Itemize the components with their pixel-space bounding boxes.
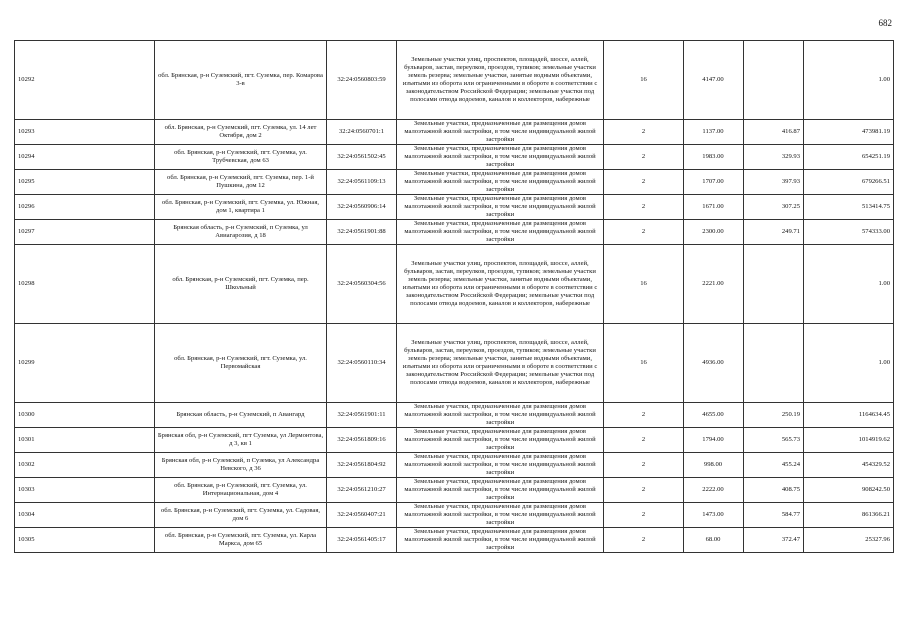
land-category: 16 bbox=[604, 245, 684, 324]
table-row bbox=[15, 245, 894, 324]
land-use-description: Земельные участки улиц, проспектов, площадей, шоссе, аллей, бульваров, застав, переулков, проездов, тупиков; земельные участки земель резерва; земельные участки, занятые водными объектами, изъятыми из оборота или ограниченными в обороте в соответствии с законодательством Российской Федерации; земельные участки под полосами отвода водоемов, каналов и коллекторов, набережные bbox=[397, 41, 604, 120]
land-category: 2 bbox=[604, 195, 684, 220]
cadastral-value: 513414.75 bbox=[804, 195, 894, 220]
land-use-description: Земельные участки, предназначенные для размещения домов малоэтажной жилой застройки, в том числе индивидуальной жилой застройки bbox=[397, 120, 604, 145]
area-value: 4147.00 bbox=[684, 41, 744, 120]
unit-price: 372.47 bbox=[744, 528, 804, 553]
land-category: 2 bbox=[604, 403, 684, 428]
record-number: 10295 bbox=[15, 170, 155, 195]
cadastral-number: 32:24:0560701:1 bbox=[327, 120, 397, 145]
land-use-description: Земельные участки, предназначенные для размещения домов малоэтажной жилой застройки, в том числе индивидуальной жилой застройки bbox=[397, 170, 604, 195]
area-value: 4936.00 bbox=[684, 324, 744, 403]
land-category: 2 bbox=[604, 145, 684, 170]
area-value: 1473.00 bbox=[684, 503, 744, 528]
unit-price: 250.19 bbox=[744, 403, 804, 428]
record-number: 10301 bbox=[15, 428, 155, 453]
record-number: 10296 bbox=[15, 195, 155, 220]
land-use-description: Земельные участки, предназначенные для размещения домов малоэтажной жилой застройки, в том числе индивидуальной жилой застройки bbox=[397, 428, 604, 453]
address-cell: обл. Брянская, р-н Суземский, пгт. Суземка, пер. Комарова 3-в bbox=[155, 41, 327, 120]
address-cell: обл. Брянская, р-н Суземский, пгт. Суземка, ул. Садовая, дом 6 bbox=[155, 503, 327, 528]
table-row bbox=[15, 324, 894, 403]
land-category: 16 bbox=[604, 324, 684, 403]
unit-price bbox=[744, 245, 804, 324]
record-number: 10302 bbox=[15, 453, 155, 478]
cadastral-number: 32:24:0561109:13 bbox=[327, 170, 397, 195]
area-value: 2222.00 bbox=[684, 478, 744, 503]
cadastral-number: 32:24:0561901:88 bbox=[327, 220, 397, 245]
table-row bbox=[15, 120, 894, 145]
cadastral-number: 32:24:0560803:59 bbox=[327, 41, 397, 120]
address-cell: Брянская область, р-н Суземский, п Авангард bbox=[155, 403, 327, 428]
address-cell: Брянская обл, р-н Суземский, пгт Суземка, ул Лермонтова, д 3, кв 1 bbox=[155, 428, 327, 453]
address-cell: обл. Брянская, р-н Суземский, пгт. Суземка, ул. Первомайская bbox=[155, 324, 327, 403]
land-use-description: Земельные участки, предназначенные для размещения домов малоэтажной жилой застройки, в том числе индивидуальной жилой застройки bbox=[397, 478, 604, 503]
cadastral-value: 908242.50 bbox=[804, 478, 894, 503]
land-category: 2 bbox=[604, 478, 684, 503]
record-number: 10299 bbox=[15, 324, 155, 403]
cadastral-number: 32:24:0560110:34 bbox=[327, 324, 397, 403]
record-number: 10298 bbox=[15, 245, 155, 324]
unit-price: 408.75 bbox=[744, 478, 804, 503]
land-use-description: Земельные участки, предназначенные для размещения домов малоэтажной жилой застройки, в том числе индивидуальной жилой застройки bbox=[397, 503, 604, 528]
cadastral-value: 1014919.62 bbox=[804, 428, 894, 453]
cadastral-value: 1.00 bbox=[804, 324, 894, 403]
cadastral-value: 1164634.45 bbox=[804, 403, 894, 428]
record-number: 10294 bbox=[15, 145, 155, 170]
area-value: 2221.00 bbox=[684, 245, 744, 324]
unit-price: 455.24 bbox=[744, 453, 804, 478]
record-number: 10304 bbox=[15, 503, 155, 528]
unit-price: 397.93 bbox=[744, 170, 804, 195]
address-cell: обл. Брянская, р-н Суземский, пгт. Суземка, ул. Трубчевская, дом 63 bbox=[155, 145, 327, 170]
record-number: 10293 bbox=[15, 120, 155, 145]
table-row bbox=[15, 170, 894, 195]
land-category: 2 bbox=[604, 220, 684, 245]
address-cell: обл. Брянская, р-н Суземский, пгт. Суземка, пер. Школьный bbox=[155, 245, 327, 324]
address-cell: обл. Брянская, р-н Суземский, пгт. Суземка, ул. Южная, дом 1, квартира 1 bbox=[155, 195, 327, 220]
cadastral-number: 32:24:0560304:56 bbox=[327, 245, 397, 324]
address-cell: обл. Брянская, р-н Суземский, пгт. Суземка, ул. Карла Маркса, дом 65 bbox=[155, 528, 327, 553]
address-cell: Брянская обл, р-н Суземский, п Суземка, ул Александра Невского, д 36 bbox=[155, 453, 327, 478]
land-use-description: Земельные участки улиц, проспектов, площадей, шоссе, аллей, бульваров, застав, переулков, проездов, тупиков; земельные участки земель резерва; земельные участки, занятые водными объектами, изъятыми из оборота или ограниченными в обороте в соответствии с законодательством Российской Федерации; земельные участки под полосами отвода водоемов, каналов и коллекторов, набережные bbox=[397, 245, 604, 324]
area-value: 1671.00 bbox=[684, 195, 744, 220]
unit-price bbox=[744, 41, 804, 120]
land-category: 2 bbox=[604, 453, 684, 478]
land-use-description: Земельные участки, предназначенные для размещения домов малоэтажной жилой застройки, в том числе индивидуальной жилой застройки bbox=[397, 145, 604, 170]
address-cell: обл. Брянская, р-н Суземский, пгт. Суземка, ул. Интернациональная, дом 4 bbox=[155, 478, 327, 503]
table-row bbox=[15, 403, 894, 428]
record-number: 10303 bbox=[15, 478, 155, 503]
cadastral-number: 32:24:0561809:16 bbox=[327, 428, 397, 453]
unit-price: 416.87 bbox=[744, 120, 804, 145]
unit-price: 584.77 bbox=[744, 503, 804, 528]
unit-price: 329.93 bbox=[744, 145, 804, 170]
land-use-description: Земельные участки, предназначенные для размещения домов малоэтажной жилой застройки, в том числе индивидуальной жилой застройки bbox=[397, 220, 604, 245]
page-number: 682 bbox=[878, 18, 892, 28]
address-cell: обл. Брянская, р-н Суземский, пгт. Суземка, ул. 14 лет Октября, дом 2 bbox=[155, 120, 327, 145]
table-body bbox=[15, 41, 894, 553]
table-row bbox=[15, 220, 894, 245]
address-cell: Брянская область, р-н Суземский, п Суземка, ул Авиагарозия, д 18 bbox=[155, 220, 327, 245]
cadastral-value: 25327.96 bbox=[804, 528, 894, 553]
area-value: 1707.00 bbox=[684, 170, 744, 195]
unit-price bbox=[744, 324, 804, 403]
land-use-description: Земельные участки, предназначенные для размещения домов малоэтажной жилой застройки, в том числе индивидуальной жилой застройки bbox=[397, 403, 604, 428]
record-number: 10292 bbox=[15, 41, 155, 120]
land-category: 2 bbox=[604, 428, 684, 453]
area-value: 68.00 bbox=[684, 528, 744, 553]
unit-price: 249.71 bbox=[744, 220, 804, 245]
area-value: 2300.00 bbox=[684, 220, 744, 245]
table-row bbox=[15, 478, 894, 503]
cadastral-value: 574333.00 bbox=[804, 220, 894, 245]
cadastral-value: 473981.19 bbox=[804, 120, 894, 145]
land-use-description: Земельные участки, предназначенные для размещения домов малоэтажной жилой застройки, в том числе индивидуальной жилой застройки bbox=[397, 453, 604, 478]
area-value: 998.00 bbox=[684, 453, 744, 478]
unit-price: 565.73 bbox=[744, 428, 804, 453]
land-use-description: Земельные участки, предназначенные для размещения домов малоэтажной жилой застройки, в том числе индивидуальной жилой застройки bbox=[397, 195, 604, 220]
land-category: 2 bbox=[604, 528, 684, 553]
address-cell: обл. Брянская, р-н Суземский, пгт. Суземка, пер. 1-й Пушкина, дом 12 bbox=[155, 170, 327, 195]
cadastral-value: 1.00 bbox=[804, 245, 894, 324]
table-row bbox=[15, 195, 894, 220]
cadastral-number: 32:24:0561804:92 bbox=[327, 453, 397, 478]
table-row bbox=[15, 428, 894, 453]
cadastral-value: 679266.51 bbox=[804, 170, 894, 195]
table-row bbox=[15, 145, 894, 170]
table-row bbox=[15, 528, 894, 553]
cadastral-number: 32:24:0561405:17 bbox=[327, 528, 397, 553]
cadastral-number: 32:24:0561901:11 bbox=[327, 403, 397, 428]
land-category: 2 bbox=[604, 503, 684, 528]
land-registry-table bbox=[14, 40, 894, 553]
table-row bbox=[15, 453, 894, 478]
cadastral-number: 32:24:0560407:21 bbox=[327, 503, 397, 528]
area-value: 4655.00 bbox=[684, 403, 744, 428]
cadastral-value: 454329.52 bbox=[804, 453, 894, 478]
cadastral-value: 1.00 bbox=[804, 41, 894, 120]
record-number: 10300 bbox=[15, 403, 155, 428]
area-value: 1983.00 bbox=[684, 145, 744, 170]
record-number: 10297 bbox=[15, 220, 155, 245]
area-value: 1137.00 bbox=[684, 120, 744, 145]
cadastral-value: 861366.21 bbox=[804, 503, 894, 528]
table-row bbox=[15, 503, 894, 528]
land-category: 2 bbox=[604, 170, 684, 195]
area-value: 1794.00 bbox=[684, 428, 744, 453]
cadastral-number: 32:24:0560906:14 bbox=[327, 195, 397, 220]
record-number: 10305 bbox=[15, 528, 155, 553]
unit-price: 307.25 bbox=[744, 195, 804, 220]
land-use-description: Земельные участки улиц, проспектов, площадей, шоссе, аллей, бульваров, застав, переулков, проездов, тупиков; земельные участки земель резерва; земельные участки, занятые водными объектами, изъятыми из оборота или ограниченными в обороте в соответствии с законодательством Российской Федерации; земельные участки под полосами отвода водоемов, каналов и коллекторов, набережные bbox=[397, 324, 604, 403]
land-use-description: Земельные участки, предназначенные для размещения домов малоэтажной жилой застройки, в том числе индивидуальной жилой застройки bbox=[397, 528, 604, 553]
land-category: 16 bbox=[604, 41, 684, 120]
table-row bbox=[15, 41, 894, 120]
cadastral-value: 654251.19 bbox=[804, 145, 894, 170]
cadastral-number: 32:24:0561210:27 bbox=[327, 478, 397, 503]
land-category: 2 bbox=[604, 120, 684, 145]
cadastral-number: 32:24:0561502:45 bbox=[327, 145, 397, 170]
